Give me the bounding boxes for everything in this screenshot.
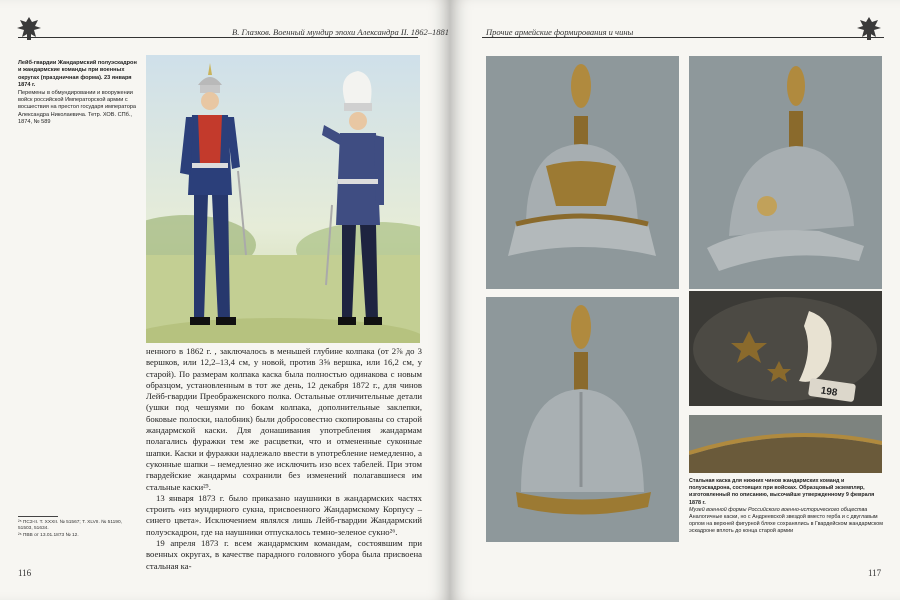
inner-label: 198 [819,385,839,399]
header-rule [482,37,884,38]
illustration-caption [18,60,140,127]
running-header: Прочие армейские формирования и чины [486,27,634,37]
page-number: 117 [868,568,882,578]
caption-title: Стальная каска для нижних чинов жандармских команд и полуэскадрона, состоящих при войсках. Образцовый экземпляр, изготовленный по описанию, высочайше утвержденному 9 февраля 1878 г. [689,478,875,506]
helmet-photo-side [689,56,882,289]
paragraph: 19 апреля 1873 г. всем жандармским командам, состоявшим при военных округах, в качестве парадного головного убора была присвоена стальная ка- [146,538,422,571]
body-text [146,346,422,572]
caption-museum: Музей военной формы Российского военно-исторического общества [689,506,868,513]
helmet-photo-front [486,56,679,289]
gendarmes-illustration [146,55,420,343]
footnotes [18,520,130,539]
header-rule [18,37,418,38]
paragraph: ненного в 1862 г. , заключалось в меньшей глубине колпака (от 2⅞ до 3 вершков, или 12,2–13,4 см, у новой, против 3⅝ вершка, или 16,2 см, у старой). По размерам колпака каска была полностью одинакова с новым образцом, установленным в тот же день, 12 декабря 1872 г., для чинов Лейб-гвардии Преображенского полка. Остальные отличительные детали (ушки под чешуями по бокам колпака, дополнительные заклепки, боковые полоски, налобник) были добросовестно скопированы со старой жандармской каски. Для донашивания употребления жандармам полагались фуражки тем же расцветки, что и отмененные суконные шапки. Каски и фуражки надлежало ввести в употребление немедленно, а суконные шапки – немедленно же исключить изо всех табелей. При этом гвардейские жандармы сохранили без изменений полагавшиеся им стальные каски²⁵. [146,346,422,492]
page-number: 116 [18,568,32,578]
photo-caption [689,478,885,536]
helmet-detail-photo [689,415,882,473]
helmet-inside-photo [689,291,882,406]
footnote: ²⁶ ПВВ от 13.01.1873 № 12. [18,532,79,538]
eagle-emblem-icon [854,14,884,42]
footnote-rule [18,516,58,517]
footnote: ²⁵ ПСЗ-II. Т. XXXII. № 51567; Т. XLVII. № 51190, 51503, 51634. [18,520,122,532]
caption-note: Аналогичные каски, но с Андреевской звездой вместо герба и с двуглавым орлом на верхней фигурной бляхе сохранялись в Гвардейском жандармском эскадроне вплоть до конца старой армии [689,514,883,535]
paragraph: 13 января 1873 г. было приказано наушники в жандармских частях строить «из мундирного сукна, присвоенного Жандармскому Корпусу – синего цвета». Исключением являлся лишь Лейб-гвардии Жандармский полуэскадрон, где на наушники отпускалось темно-зеленое сукно²⁶. [146,492,422,537]
running-header: В. Глазков. Военный мундир эпохи Александра II. 1862–1881 [232,27,450,37]
helmet-photo-back [486,297,679,542]
caption-title: Лейб-гвардии Жандармский полуэскадрон и жандармские команды при военных округах (праздничная форма). 23 января 1874 г. [18,60,137,89]
caption-text: Перемены в обмундировании и вооружении войск российской Императорской армии с восшествия на престол государя императора Александра Николаевича. Тетр. ХОВ. СПб., 1874, № 589 [18,89,137,126]
